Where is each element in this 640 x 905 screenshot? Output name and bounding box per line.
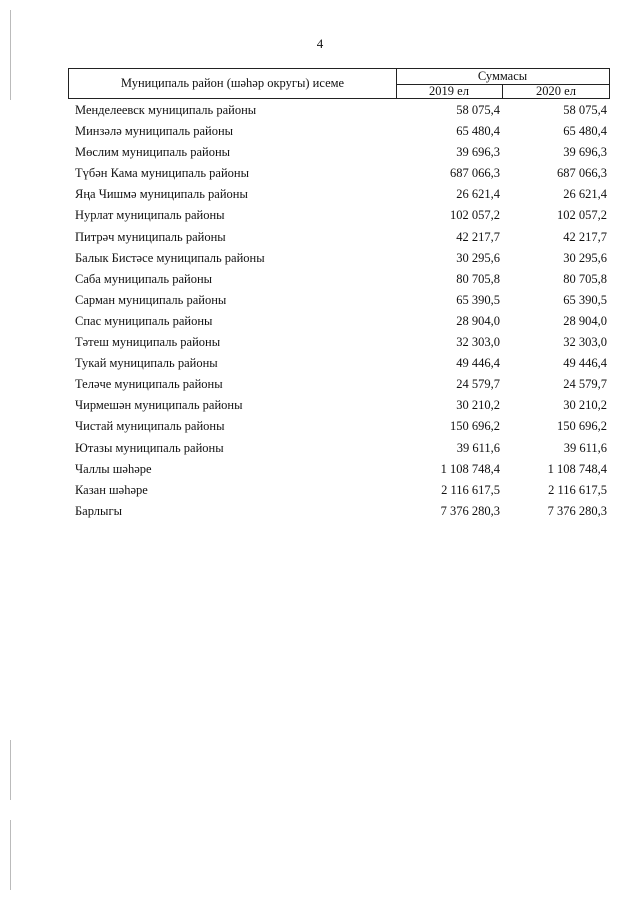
row-value-2019: 150 696,2 xyxy=(450,419,500,434)
row-value-2019: 30 210,2 xyxy=(456,398,500,413)
row-name: Теләче муниципаль районы xyxy=(75,377,223,392)
row-name: Питрәч муниципаль районы xyxy=(75,229,226,244)
column-header-2019: 2019 ел xyxy=(396,84,503,98)
row-value-2019: 26 621,4 xyxy=(456,187,500,202)
row-name: Минзәлә муниципаль районы xyxy=(75,124,234,139)
row-name: Саба муниципаль районы xyxy=(75,271,213,286)
row-name: Тәтеш муниципаль районы xyxy=(75,335,221,350)
row-value-2020: 30 295,6 xyxy=(563,250,607,265)
row-value-2020: 24 579,7 xyxy=(563,377,607,392)
row-value-2019: 65 390,5 xyxy=(456,292,500,307)
row-value-2020: 7 376 280,3 xyxy=(547,503,607,518)
row-name: Чирмешән муниципаль районы xyxy=(75,398,243,413)
row-value-2019: 58 075,4 xyxy=(456,103,500,117)
row-name: Казан шәһәре xyxy=(75,482,148,497)
table-row xyxy=(0,438,640,459)
table-row xyxy=(0,311,640,332)
table-row xyxy=(0,332,640,353)
row-name: Нурлат муниципаль районы xyxy=(75,208,225,223)
table-row xyxy=(0,290,640,311)
row-value-2019: 102 057,2 xyxy=(450,208,500,223)
table-body xyxy=(0,100,640,522)
table-row xyxy=(0,459,640,480)
table-row xyxy=(0,248,640,269)
table-row xyxy=(0,142,640,163)
table-row xyxy=(0,184,640,205)
row-value-2020: 28 904,0 xyxy=(563,313,607,328)
row-value-2020: 42 217,7 xyxy=(563,229,607,244)
row-name: Ютазы муниципаль районы xyxy=(75,440,224,455)
row-value-2019: 687 066,3 xyxy=(450,166,500,181)
row-value-2019: 65 480,4 xyxy=(456,124,500,139)
row-value-2019: 80 705,8 xyxy=(456,271,500,286)
table-row xyxy=(0,227,640,248)
row-value-2020: 39 696,3 xyxy=(563,145,607,160)
column-header-sum: Суммасы xyxy=(396,69,609,85)
row-name: Түбән Кама муниципаль районы xyxy=(75,166,249,181)
row-value-2020: 1 108 748,4 xyxy=(547,461,607,476)
row-value-2019: 39 696,3 xyxy=(456,145,500,160)
row-name: Яңа Чишмә муниципаль районы xyxy=(75,187,248,202)
row-value-2019: 49 446,4 xyxy=(456,356,500,371)
row-value-2020: 102 057,2 xyxy=(557,208,607,223)
margin-mark xyxy=(10,820,11,890)
margin-mark xyxy=(10,10,11,100)
row-value-2019: 39 611,6 xyxy=(456,440,500,455)
table-row xyxy=(0,269,640,290)
row-value-2019: 32 303,0 xyxy=(456,335,500,350)
table-row xyxy=(0,163,640,184)
row-value-2020: 30 210,2 xyxy=(563,398,607,413)
table-row xyxy=(0,353,640,374)
row-value-2019: 24 579,7 xyxy=(456,377,500,392)
row-name: Чистай муниципаль районы xyxy=(75,419,225,434)
page-number: 4 xyxy=(316,36,324,51)
column-header-name: Муниципаль район (шәһәр округы) исеме xyxy=(69,69,397,98)
row-value-2020: 80 705,8 xyxy=(563,271,607,286)
column-header-2020: 2020 ел xyxy=(536,84,576,98)
row-name: Барлыгы xyxy=(75,503,122,518)
table-row xyxy=(0,501,640,522)
row-value-2020: 49 446,4 xyxy=(563,356,607,371)
margin-mark xyxy=(10,740,11,800)
row-value-2019: 1 108 748,4 xyxy=(440,461,500,476)
row-name: Сарман муниципаль районы xyxy=(75,292,227,307)
table-row xyxy=(0,416,640,437)
row-value-2019: 42 217,7 xyxy=(456,229,500,244)
row-name: Спас муниципаль районы xyxy=(75,313,213,328)
row-value-2020: 26 621,4 xyxy=(563,187,607,202)
row-value-2019: 2 116 617,5 xyxy=(441,482,500,497)
table-row xyxy=(0,374,640,395)
row-value-2020: 687 066,3 xyxy=(557,166,607,181)
row-value-2020: 32 303,0 xyxy=(563,335,607,350)
row-value-2020: 2 116 617,5 xyxy=(548,482,607,497)
row-name: Балык Бистәсе муниципаль районы xyxy=(75,250,265,265)
row-value-2020: 65 390,5 xyxy=(563,292,607,307)
row-value-2019: 7 376 280,3 xyxy=(440,503,500,518)
row-value-2019: 30 295,6 xyxy=(456,250,500,265)
table-row xyxy=(0,205,640,226)
row-value-2020: 39 611,6 xyxy=(563,440,607,455)
row-value-2020: 58 075,4 xyxy=(563,103,607,117)
table-row xyxy=(0,121,640,142)
table-header xyxy=(68,68,610,99)
row-name: Тукай муниципаль районы xyxy=(75,356,218,371)
row-name: Менделеевск муниципаль районы xyxy=(75,103,257,117)
row-name: Чаллы шәһәре xyxy=(75,461,152,476)
row-value-2020: 65 480,4 xyxy=(563,124,607,139)
table-row xyxy=(0,395,640,416)
table-row xyxy=(0,100,640,121)
row-name: Мөслим муниципаль районы xyxy=(75,145,231,160)
row-value-2020: 150 696,2 xyxy=(557,419,607,434)
table-row xyxy=(0,480,640,501)
row-value-2019: 28 904,0 xyxy=(456,313,500,328)
